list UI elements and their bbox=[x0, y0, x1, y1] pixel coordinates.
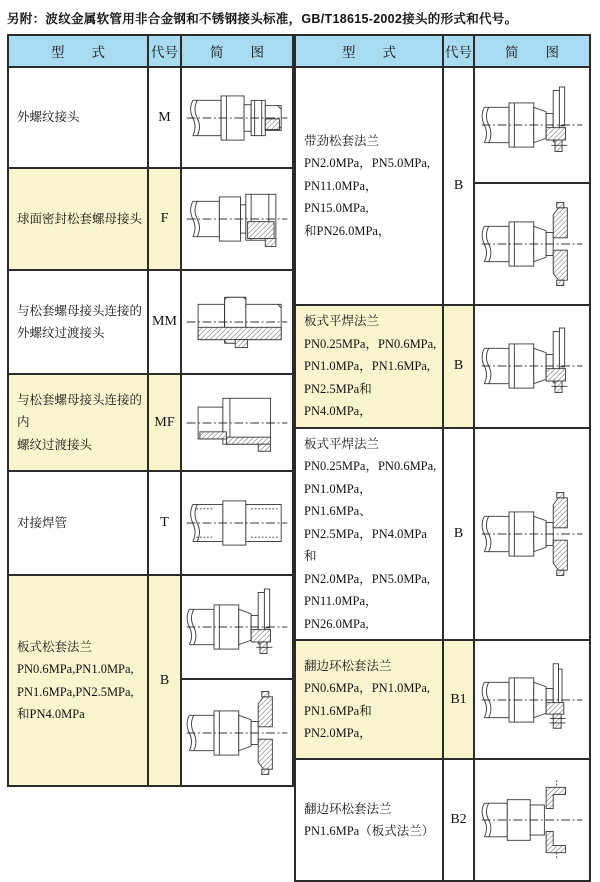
fitting-type-line: PN2.0MPa，PN5.0MPa, bbox=[304, 156, 431, 171]
table-row bbox=[8, 575, 293, 679]
fitting-type-line: PN11.0MPa，PN26.0MPa, bbox=[304, 594, 378, 631]
butt-weld-pipe-diagram-svg bbox=[184, 481, 290, 565]
table-row bbox=[295, 67, 590, 183]
fitting-type-line: PN2.5MPa和PN4.0MPa， bbox=[304, 381, 372, 418]
fitting-type-line: 球面密封松套螺母接头 bbox=[17, 211, 143, 226]
butt-weld-pipe-diagram bbox=[181, 471, 293, 575]
fitting-type-line: 带劲松套法兰 bbox=[304, 133, 380, 148]
loose-flange-front-diagram-svg bbox=[479, 324, 585, 408]
fitting-type-line: 和PN4.0MPa bbox=[17, 707, 85, 721]
fitting-type-line: PN0.6MPa，PN1.0MPa, bbox=[304, 681, 431, 695]
fitting-type-line: PN0.6MPa,PN1.0MPa, bbox=[17, 662, 134, 676]
loose-flange-front-diagram bbox=[474, 67, 590, 183]
fitting-type-line: PN1.0MPa，PN1.6MPa、 bbox=[304, 481, 372, 518]
table-row bbox=[8, 67, 293, 168]
code-column-header: 代号 bbox=[443, 35, 474, 67]
fitting-type-line: 板式平焊法兰 bbox=[304, 314, 380, 328]
fitting-type-line: PN0.25MPa，PN0.6MPa, bbox=[304, 336, 437, 351]
fitting-type-line: PN11.0MPa，PN15.0MPa, bbox=[304, 178, 378, 216]
table-row bbox=[295, 305, 590, 428]
table-row bbox=[8, 270, 293, 374]
type-column-header: 型 式 bbox=[295, 35, 443, 67]
loose-flange-section-diagram-svg bbox=[479, 492, 585, 576]
fitting-type-cell bbox=[8, 270, 148, 374]
header-row bbox=[8, 35, 293, 67]
fitting-type-line: 螺纹过渡接头 bbox=[17, 437, 93, 452]
fitting-code-cell: B bbox=[443, 428, 474, 641]
table-row bbox=[295, 640, 590, 759]
fitting-type-cell bbox=[8, 67, 148, 168]
right-fitting-table bbox=[294, 34, 591, 882]
male-thread-fitting-diagram bbox=[181, 67, 293, 168]
spherical-union-nut-fitting-diagram bbox=[181, 168, 293, 270]
fitting-code-cell: F bbox=[148, 168, 181, 270]
fitting-type-cell bbox=[8, 575, 148, 786]
fitting-type-line: PN1.6MPa（板式法兰） bbox=[304, 824, 435, 838]
loose-flange-section-diagram bbox=[474, 428, 590, 641]
male-thread-fitting-diagram-svg bbox=[184, 76, 290, 160]
fitting-type-line: 和PN26.0MPa， bbox=[304, 223, 391, 238]
fitting-type-line: 板式平焊法兰 bbox=[304, 436, 380, 451]
loose-flange-front-diagram-svg bbox=[479, 83, 585, 167]
double-male-thread-adapter-diagram bbox=[181, 270, 293, 374]
flared-ring-loose-flange-diagram bbox=[474, 640, 590, 759]
tables-container bbox=[7, 34, 600, 882]
table-row bbox=[295, 428, 590, 641]
fitting-type-cell bbox=[295, 67, 443, 305]
table-row bbox=[8, 374, 293, 471]
fitting-code-cell: B bbox=[148, 575, 181, 786]
fitting-type-line: PN1.6MPa,PN2.5MPa, bbox=[17, 684, 134, 699]
fitting-code-cell: MF bbox=[148, 374, 181, 471]
fitting-type-line: 板式松套法兰 bbox=[17, 639, 93, 654]
page-title: 另附：波纹金属软管用非合金钢和不锈钢接头标准，GB/T18615-2002接头的形式和代号。 bbox=[7, 12, 518, 26]
loose-flange-section-diagram-svg bbox=[184, 691, 290, 775]
diagram-column-header: 简 图 bbox=[181, 35, 293, 67]
table-row bbox=[8, 471, 293, 575]
fitting-code-cell: MM bbox=[148, 270, 181, 374]
double-male-thread-adapter-diagram-svg bbox=[184, 280, 290, 364]
loose-flange-front-diagram bbox=[181, 575, 293, 679]
flared-ring-plate-flange-diagram bbox=[474, 759, 590, 881]
fitting-type-line: 外螺纹接头 bbox=[17, 110, 80, 125]
loose-flange-front-diagram bbox=[474, 305, 590, 428]
spherical-union-nut-fitting-diagram-svg bbox=[184, 177, 290, 261]
female-thread-adapter-diagram bbox=[181, 374, 293, 471]
fitting-type-line: 翻边环松套法兰 bbox=[304, 801, 392, 816]
loose-flange-front-diagram-svg bbox=[184, 585, 290, 669]
fitting-type-cell bbox=[8, 471, 148, 575]
fitting-code-cell: B bbox=[443, 67, 474, 305]
fitting-type-cell bbox=[295, 759, 443, 881]
fitting-type-cell bbox=[295, 428, 443, 641]
fitting-type-cell bbox=[8, 374, 148, 471]
diagram-column-header: 简 图 bbox=[474, 35, 590, 67]
flared-ring-loose-flange-diagram-svg bbox=[479, 658, 585, 742]
loose-flange-section-diagram bbox=[474, 183, 590, 305]
fitting-code-cell: B bbox=[443, 305, 474, 428]
fitting-type-cell bbox=[295, 305, 443, 428]
table-row bbox=[295, 759, 590, 881]
loose-flange-section-diagram bbox=[181, 679, 293, 786]
fitting-type-line: 对接焊管 bbox=[17, 515, 68, 530]
fitting-type-cell bbox=[8, 168, 148, 270]
fitting-type-line: 与松套螺母接头连接的 bbox=[17, 303, 143, 318]
fitting-type-line: 翻边环松套法兰 bbox=[304, 658, 392, 673]
fitting-type-line: PN2.0MPa，PN5.0MPa, bbox=[304, 571, 431, 586]
fitting-type-line: 与松套螺母接头连接的内 bbox=[17, 392, 143, 430]
fitting-code-cell: M bbox=[148, 67, 181, 168]
flared-ring-plate-flange-diagram-svg bbox=[479, 778, 585, 862]
header-row bbox=[295, 35, 590, 67]
fitting-type-line: 外螺纹过渡接头 bbox=[17, 326, 105, 340]
fitting-type-line: PN0.25MPa，PN0.6MPa, bbox=[304, 459, 437, 473]
fitting-type-line: PN1.6MPa和PN2.0MPa， bbox=[304, 703, 372, 740]
fitting-code-cell: T bbox=[148, 471, 181, 575]
fitting-type-line: PN2.5MPa，PN4.0MPa和 bbox=[304, 526, 427, 563]
left-fitting-table bbox=[7, 34, 294, 787]
type-column-header: 型 式 bbox=[8, 35, 148, 67]
fitting-type-cell bbox=[295, 640, 443, 759]
code-column-header: 代号 bbox=[148, 35, 181, 67]
loose-flange-section-diagram-svg bbox=[479, 202, 585, 286]
fitting-code-cell: B2 bbox=[443, 759, 474, 881]
table-row bbox=[8, 168, 293, 270]
female-thread-adapter-diagram-svg bbox=[184, 381, 290, 465]
fitting-code-cell: B1 bbox=[443, 640, 474, 759]
fitting-type-line: PN1.0MPa，PN1.6MPa, bbox=[304, 359, 431, 373]
